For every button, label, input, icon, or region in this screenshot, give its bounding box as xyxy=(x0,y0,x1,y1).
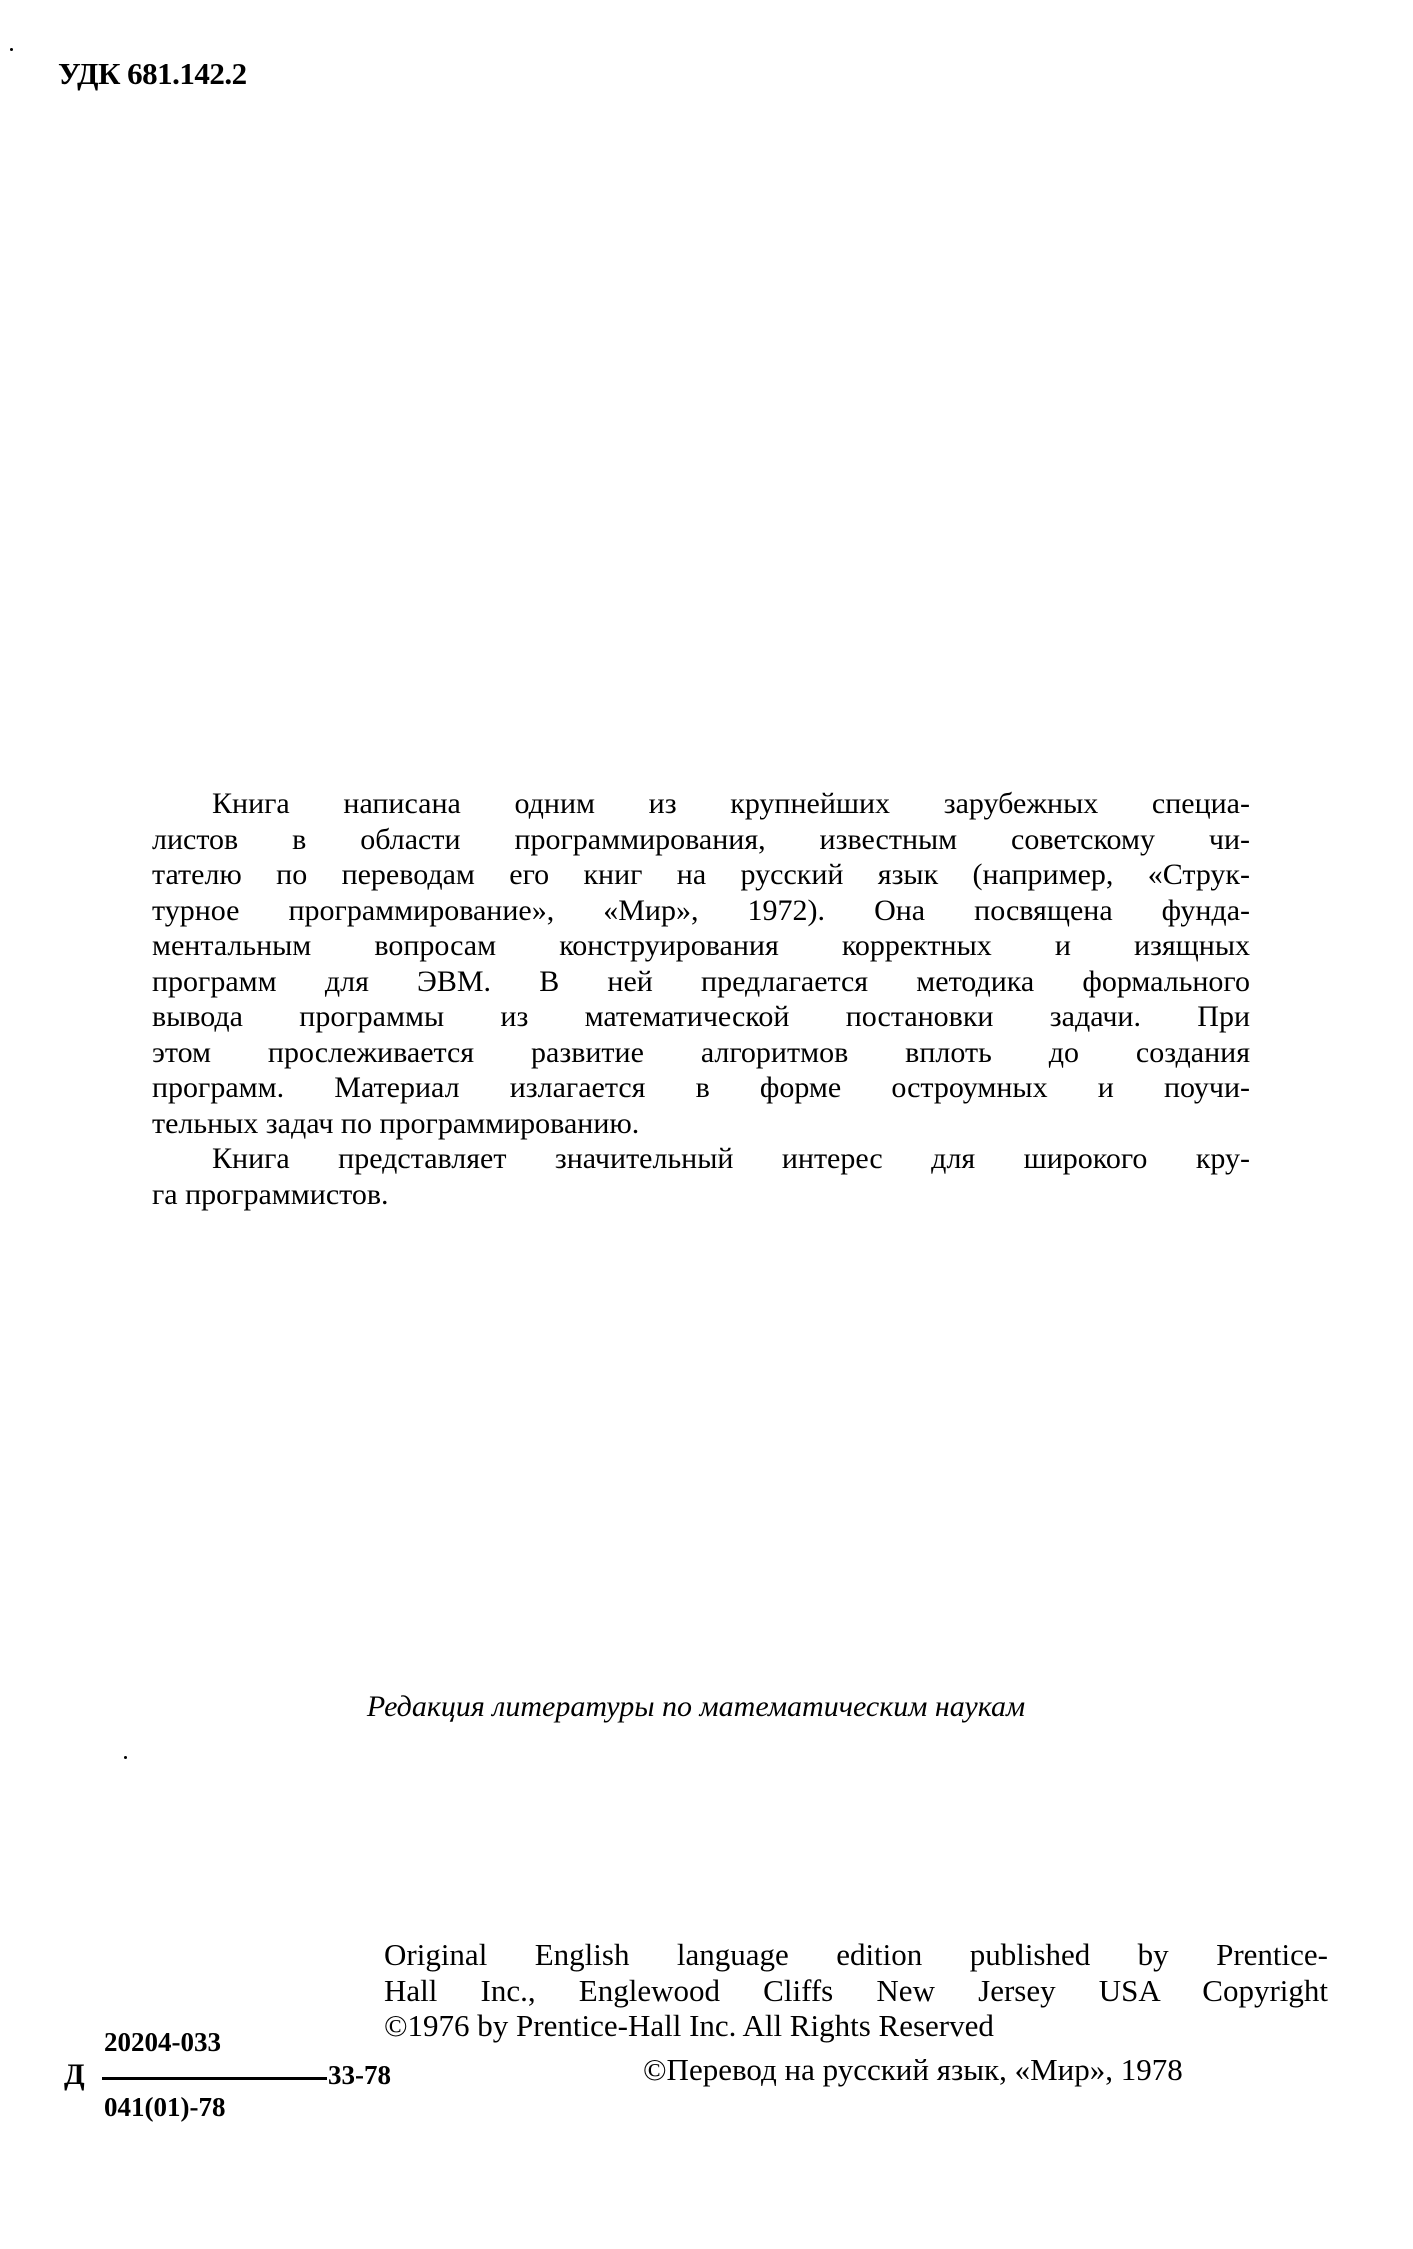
index-numerator: 20204-033 xyxy=(104,2027,221,2057)
editorial-note: Редакция литературы по математическим наукам xyxy=(366,1690,1026,1723)
annotation-line: ментальным вопросам конструирования корректных и изящных xyxy=(152,929,1250,962)
annotation-line: программ для ЭВМ. В ней предлагается методика формального xyxy=(152,964,1250,998)
annotation-line: этом прослеживается развитие алгоритмов вплоть до создания xyxy=(152,1035,1250,1069)
index-letter: Д xyxy=(64,2058,85,2091)
translation-copyright: ©Перевод на русский язык, «Мир», 1978 xyxy=(643,2052,1183,2087)
annotation-line: тателю по переводам его книг на русский язык (например, «Струк- xyxy=(152,858,1250,891)
annotation-line: турное программирование», «Мир», 1972). Она посвящена фунда- xyxy=(152,893,1250,927)
annotation-text xyxy=(152,786,1250,1212)
annotation-line: программ. Материал излагается в форме остроумных и поучи- xyxy=(152,1071,1250,1104)
annotation-line: Книга представляет значительный интерес для широкого кру- xyxy=(212,1142,1250,1175)
index-denominator: 041(01)-78 xyxy=(104,2092,226,2122)
original-edition-line: ©1976 by Prentice-Hall Inc. All Rights Reserved xyxy=(384,2008,994,2043)
fraction-bar xyxy=(102,2077,327,2080)
udk-code: УДК 681.142.2 xyxy=(58,56,247,91)
annotation-line: вывода программы из математической постановки задачи. При xyxy=(152,1000,1250,1033)
original-edition-line: Original English language edition published by Prentice- xyxy=(384,1937,1328,1972)
original-edition-line: Hall Inc., Englewood Cliffs New Jersey USA Copyright xyxy=(384,1972,1328,2008)
annotation-line: тельных задач по программированию. xyxy=(152,1106,640,1140)
scan-speck xyxy=(10,48,13,51)
original-edition-notice xyxy=(384,1937,1328,2044)
annotation-line: листов в области программирования, известным советскому чи- xyxy=(152,822,1250,856)
scan-speck xyxy=(124,1756,127,1759)
annotation-line: Книга написана одним из крупнейших зарубежных специа- xyxy=(212,787,1250,820)
index-suffix: 33-78 xyxy=(328,2060,391,2090)
annotation-line: га программистов. xyxy=(152,1177,389,1211)
